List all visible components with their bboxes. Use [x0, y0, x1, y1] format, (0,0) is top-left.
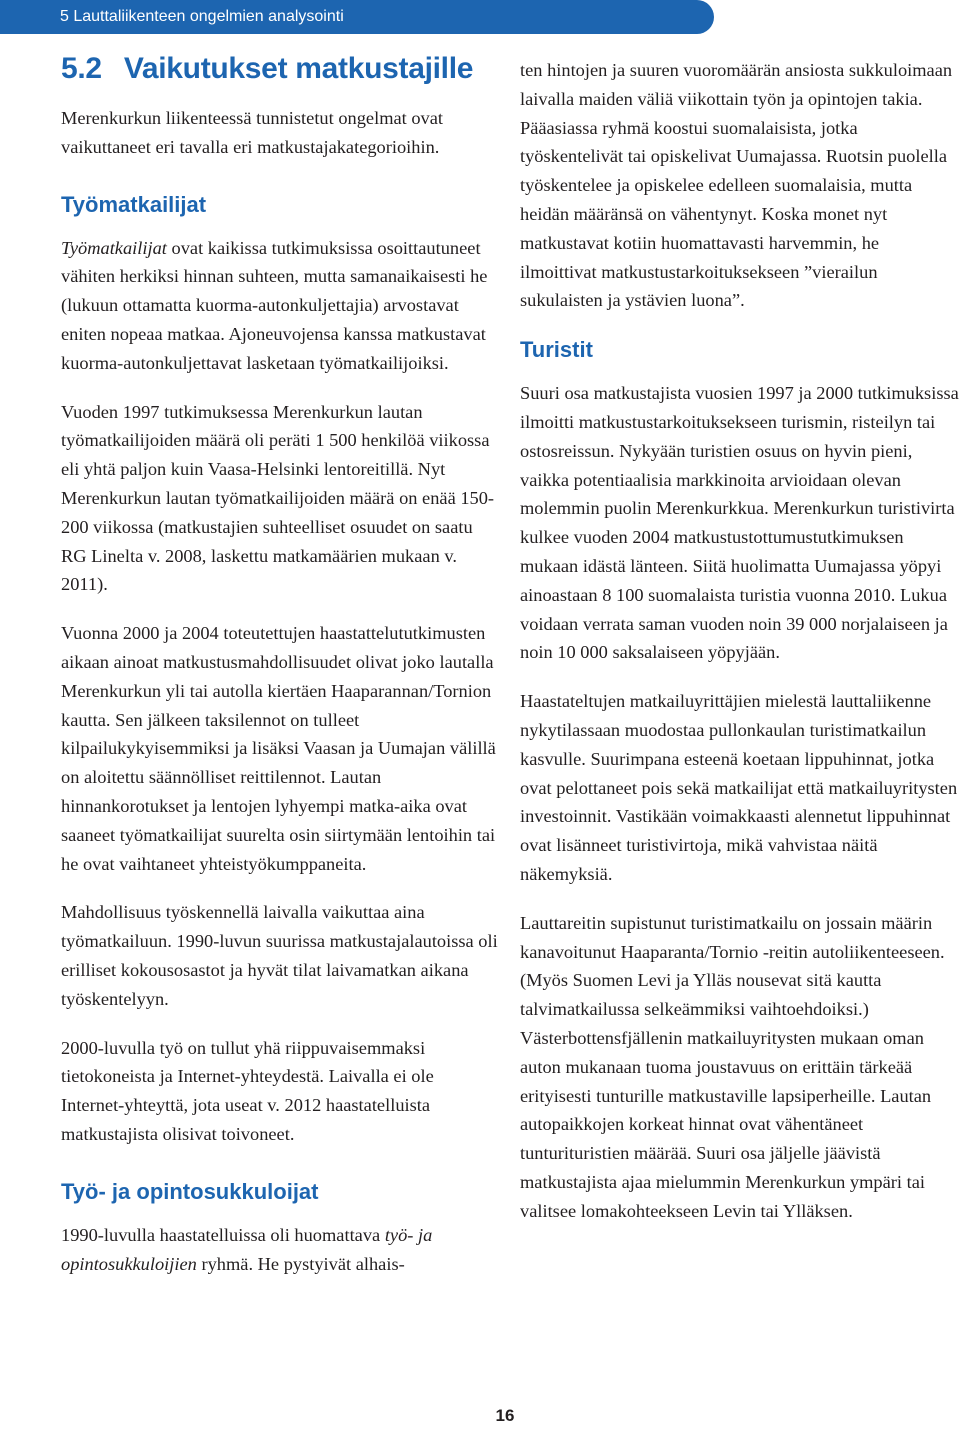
intro-paragraph: Merenkurkun liikenteessä tunnistetut ongelmat ovat vaikuttaneet eri tavalla eri matkustajakategorioihin. — [61, 108, 444, 157]
heading-sukkuloijat: Työ- ja opintosukkuloijat — [61, 1178, 319, 1204]
turistit-paragraph-3: Lauttareitin supistunut turistimatkailu on jossain määrin kanavoitunut Haaparanta/Tornio -reitin autoliikenteeseen. (Myös Suomen Levi ja Ylläs nousevat sitä kautta talvimatkailussa selkeämmiksi vaihtoehdoiksi.) Västerbottensfjällenin matkailuyritysten mukaan oman auton mukanaan tuoma joustavuus on erittäin tärkeää erityisesti tunturille matkustaville lapsiperheille. Lautan autopaikkojen korkeat hinnat ovat vähentäneet tunturituristien määrää. Suuri osa jäljelle jäävistä matkustajista ajaa mielummin Merenkurkun ympäri tai valitsee lomakohteekseen Levin tai Ylläksen. — [520, 912, 945, 1221]
page-number: 16 — [495, 1406, 515, 1425]
right-column — [520, 56, 960, 1245]
tyomatkailijat-paragraph-4: Mahdollisuus työskennellä laivalla vaikuttaa aina työmatkailuun. 1990-luvun suurissa matkustajalautoissa oli erilliset kokousosastot ja hyvät tilat laivamatkan aikana työskentelyyn. — [61, 902, 498, 1009]
tyomatkailijat-term: Työmatkailijat — [61, 237, 167, 258]
tyomatkailijat-paragraph-1-text: ovat kaikissa tutkimuksissa osoittautuneet vähiten herkiksi hinnan suhteen, mutta samanaikaisesti he (lukuun ottamatta kuorma-autonkuljettajia) arvostavat eniten nopeaa matkaa. Ajoneuvojensa kanssa matkustavat kuorma-autonkuljettavat lasketaan työmatkailijoiksi. — [61, 237, 488, 373]
chapter-header-bar — [0, 0, 714, 34]
sukkuloijat-paragraph-continued: ten hintojen ja suuren vuoromäärän ansiosta sukkuloimaan laivalla maiden väliä viikottain työn ja opintojen takia. Pääasiassa ryhmä koostui suomalaisista, jotka työskentelivät tai opiskelivat Uumajassa. Ruotsin puolella työskentelee ja opiskelee edelleen suomalaisia, mutta heidän määränsä on vähentynyt. Koska monet nyt matkustavat kotiin huomattavasti harvemmin, he ilmoittivat matkustustarkoituksekseen ”vierailun sukulaisten ja ystävien luona”. — [520, 60, 953, 311]
section-number: 5.2 — [61, 52, 102, 85]
left-column — [61, 104, 501, 1298]
tyomatkailijat-paragraph-1 — [61, 234, 501, 378]
heading-tyomatkailijat: Työmatkailijat — [61, 191, 207, 217]
sukkuloijat-term: työ- ja opintosukkuloijien — [61, 1224, 433, 1274]
chapter-header-text: 5 Lauttaliikenteen ongelmien analysointi — [60, 8, 344, 25]
heading-turistit: Turistit — [520, 337, 593, 363]
sukkuloijat-paragraph-1 — [61, 1221, 501, 1279]
tyomatkailijat-paragraph-3: Vuonna 2000 ja 2004 toteutettujen haastattelututkimusten aikaan ainoat matkustusmahdollisuudet olivat joko lautalla Merenkurkun yli tai autolla kiertäen Haaparannan/Tornion kautta. Sen jälkeen taksilennot on tulleet kilpailukykyisemmiksi ja lisäksi Vaasan ja Uumajan välillä on aloitettu säännölliset reittilennot. Lautan hinnankorotukset ja lentojen lyhyempi matka-aika ovat saaneet työmatkailijat suurelta osin siirtymään lentoihin tai he ovat vaihtaneet yhteistyökumppaneita. — [61, 623, 496, 874]
tyomatkailijat-paragraph-2: Vuoden 1997 tutkimuksessa Merenkurkun lautan työmatkailijoiden määrä oli peräti 1 500 henkilöä viikossa eli yhtä paljon kuin Vaasa-Helsinki lentoreitillä. Nyt Merenkurkun lautan työmatkailijoiden määrä on enää 150-200 viikossa (matkustajien suhteelliset osuudet on saatu RG Linelta v. 2008, laskettu matkamäärien mukaan v. 2011). — [61, 401, 495, 595]
sukkuloijat-paragraph-1-end: ryhmä. He pystyivät alhais- — [196, 1253, 405, 1274]
section-title — [61, 52, 473, 86]
tyomatkailijat-paragraph-5: 2000-luvulla työ on tullut yhä riippuvaisemmaksi tietokoneista ja Internet-yhteydestä. Laivalla ei ole Internet-yhteyttä, jota useat v. 2012 haastatelluista matkustajista olisivat toivoneet. — [61, 1037, 434, 1144]
sukkuloijat-paragraph-1-start: 1990-luvulla haastatelluissa oli huomattava — [61, 1224, 385, 1245]
turistit-paragraph-1: Suuri osa matkustajista vuosien 1997 ja 2000 tutkimuksissa ilmoitti matkustustarkoituksekseen turismin, risteilyn tai ostosreissun. Nykyään turistien osuus on hyvin pieni, vaikka potentiaalisia markkinoita arvioidaan olevan molemmin puolin Merenkurkkua. Merenkurkun turistivirta kulkee vuoden 2004 matkustustottumustutkimuksen mukaan idästä länteen. Siitä huolimatta Uumajassa yöpyi ainoastaan 8 100 suomalaista turistia vuonna 2010. Lukua voidaan verrata saman vuoden noin 39 000 norjalaiseen ja noin 10 000 saksalaiseen yöpyjään. — [520, 383, 959, 663]
section-title-text: Vaikutukset matkustajille — [123, 52, 474, 85]
turistit-paragraph-2: Haastateltujen matkailuyrittäjien mielestä lauttaliikenne nykytilassaan muodostaa pullonkaulan turistimatkailun kasvulle. Suurimpana esteenä koetaan lippuhinnat, jotka ovat pelottaneet pois sekä matkailijat että matkailuyritysten investoinnit. Vastikään voimakkaasti alennetut lippuhinnat ovat lisänneet turistivirtoja, mikä vahvistaa näitä näkemyksiä. — [520, 691, 958, 884]
